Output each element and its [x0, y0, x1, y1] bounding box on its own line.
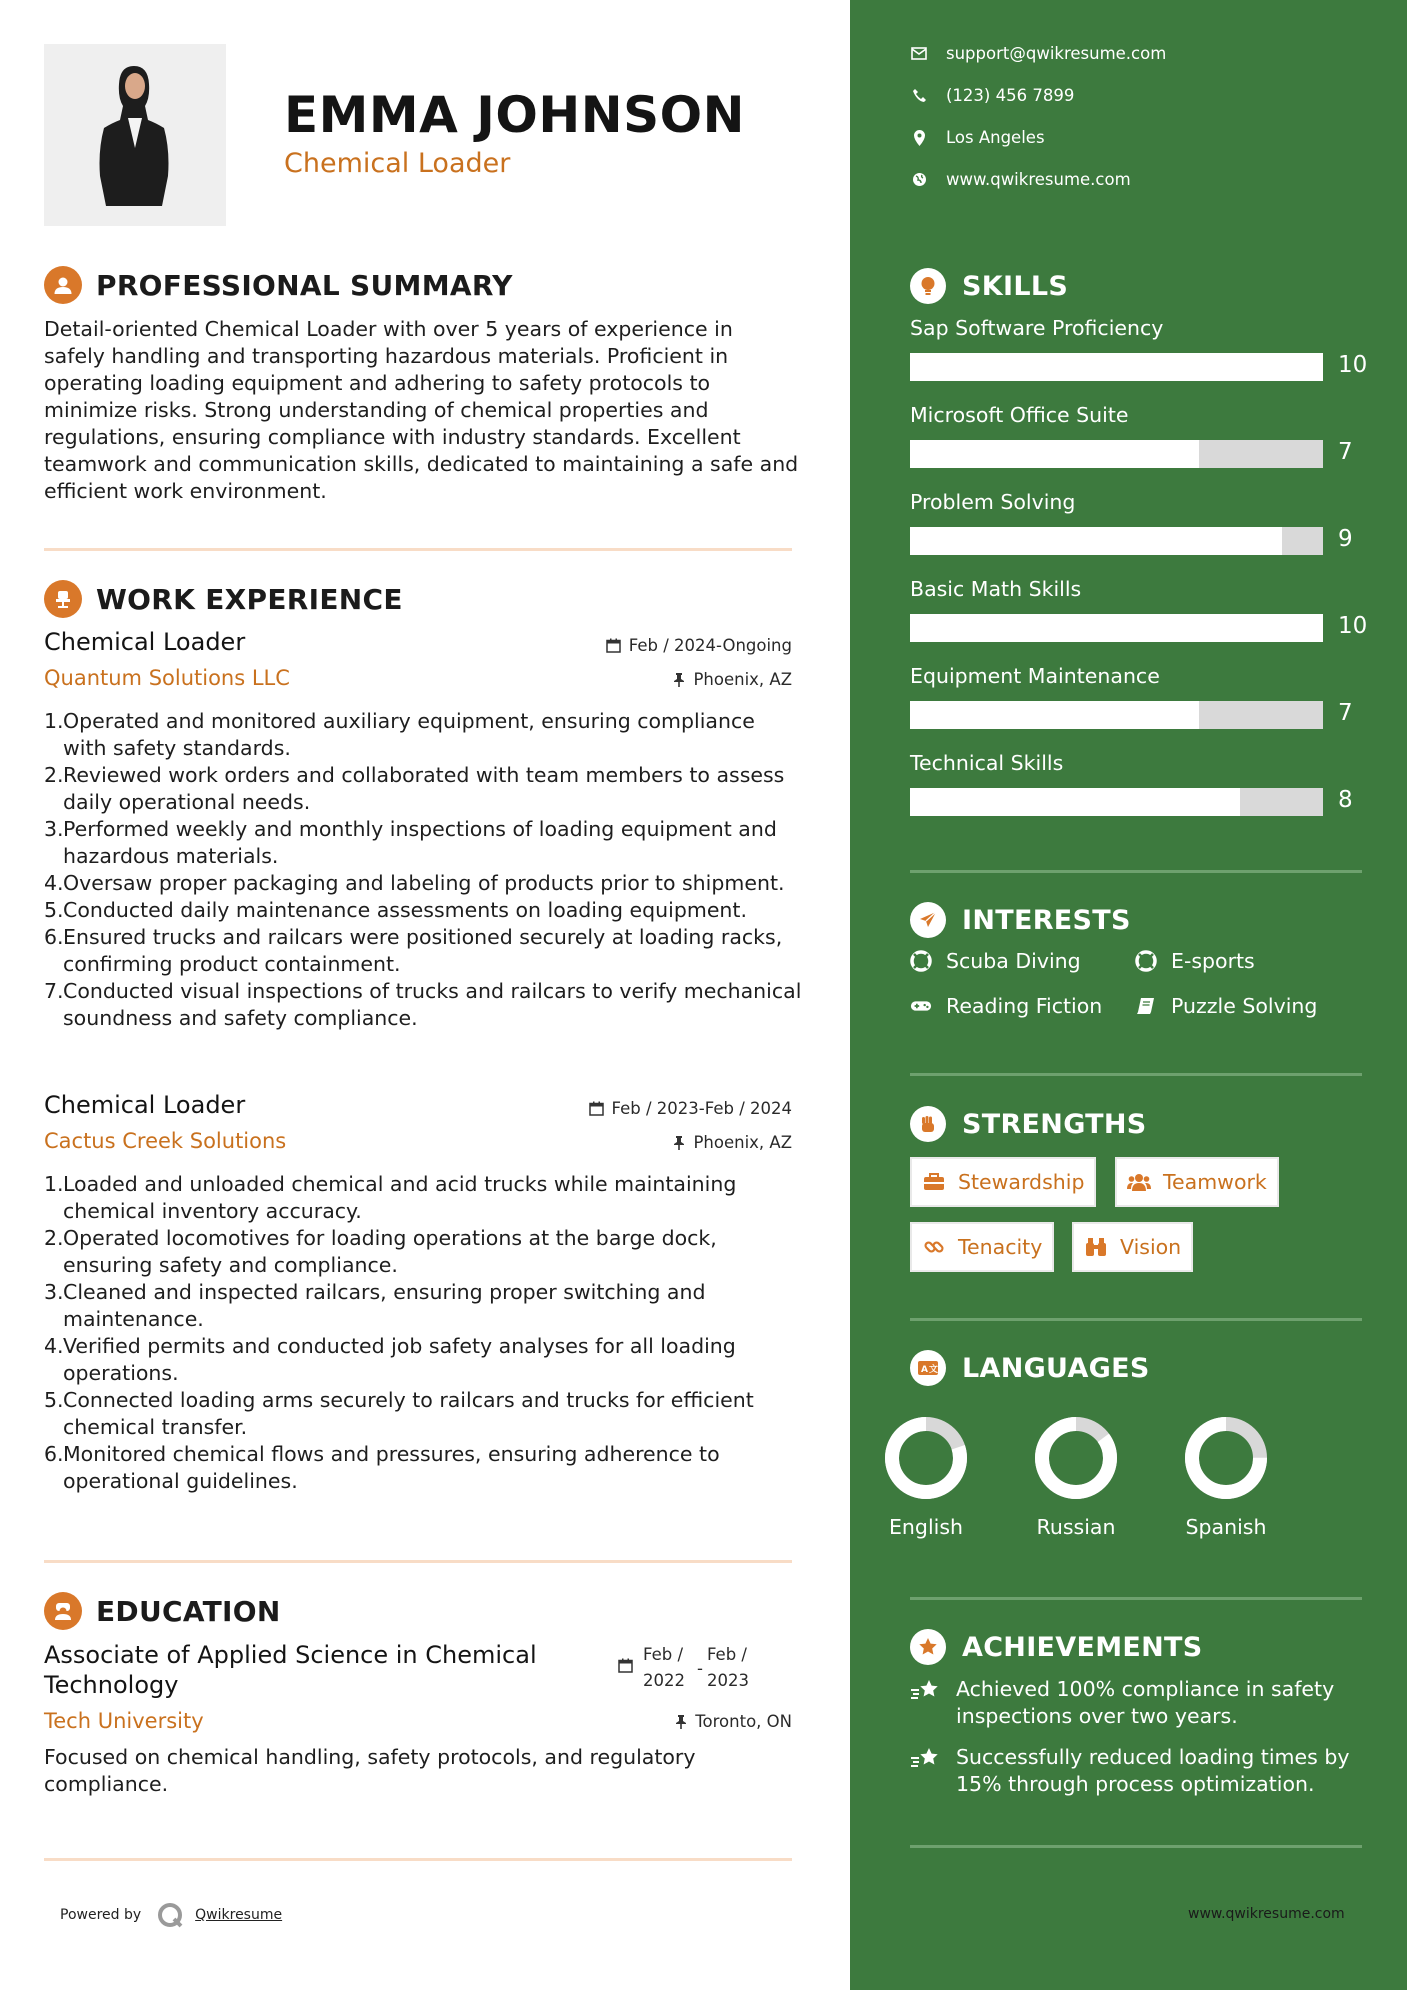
bullet-text: Performed weekly and monthly inspections of loading equipment and hazardous materials. [63, 817, 777, 868]
divider [910, 1845, 1362, 1848]
list-item: 6. Monitored chemical flows and pressures, ensuring adherence to operational guidelines. [44, 1441, 804, 1495]
graduate-icon [44, 1592, 82, 1630]
job-dates [589, 1099, 792, 1118]
contact-email[interactable] [910, 44, 1166, 63]
skill-bar-fill [910, 440, 1199, 468]
skill-bar [910, 440, 1323, 468]
list-item: 4. Oversaw proper packaging and labeling of products prior to shipment. [44, 871, 785, 895]
list-item: 4. Verified permits and conducted job safety analyses for all loading operations. [44, 1333, 804, 1387]
list-item: 3. Cleaned and inspected railcars, ensuring proper switching and maintenance. [44, 1279, 804, 1333]
strength-label: Teamwork [1163, 1170, 1267, 1194]
skill-bar [910, 353, 1323, 381]
skill-value: 9 [1338, 526, 1353, 552]
job-dates-text: Feb / 2024-Ongoing [628, 636, 792, 655]
skill-bar [910, 527, 1323, 555]
pin-icon [675, 1714, 687, 1729]
job-bullets [44, 708, 804, 1032]
language-item [1171, 1415, 1281, 1539]
languages-heading [910, 1350, 1150, 1386]
bullet-text: Conducted daily maintenance assessments on loading equipment. [63, 898, 747, 922]
bullet-text: Loaded and unloaded chemical and acid trucks while maintaining chemical inventory accuracy. [63, 1172, 737, 1223]
edu-start-month: Feb / [643, 1645, 684, 1664]
skill-value: 7 [1338, 439, 1353, 465]
contact-location-text: Los Angeles [946, 128, 1045, 147]
experience-title: WORK EXPERIENCE [96, 582, 403, 616]
edu-date-separator: - [697, 1659, 703, 1678]
language-item [1021, 1415, 1131, 1539]
list-item: 5. Conducted daily maintenance assessments on loading equipment. [44, 898, 747, 922]
skill-bar [910, 788, 1323, 816]
pin-icon [673, 672, 685, 687]
bullet-text: Operated and monitored auxiliary equipment, ensuring compliance with safety standards. [63, 709, 755, 760]
language-name: Russian [1036, 1515, 1116, 1539]
list-item: 2. Reviewed work orders and collaborated with team members to assess daily operational needs. [44, 762, 804, 816]
job-title: Chemical Loader [44, 628, 246, 656]
interest-label: Reading Fiction [946, 994, 1103, 1018]
strength-tag [910, 1157, 1096, 1207]
edu-end-year: 2023 [706, 1671, 749, 1690]
users-icon [1127, 1171, 1151, 1193]
strength-tag [1072, 1222, 1193, 1272]
skill-name: Technical Skills [910, 751, 1064, 775]
strength-label: Stewardship [958, 1170, 1085, 1194]
pin-icon [673, 1135, 685, 1150]
achievements-heading [910, 1629, 1203, 1665]
mail-icon [910, 45, 928, 63]
fist-icon [910, 1106, 946, 1142]
interest-item [1135, 994, 1317, 1018]
job-location [673, 1133, 792, 1152]
bullet-text: Verified permits and conducted job safety analyses for all loading operations. [63, 1334, 736, 1385]
contact-website-text: www.qwikresume.com [946, 170, 1131, 189]
education-location-text: Toronto, ON [695, 1712, 792, 1731]
divider [44, 548, 792, 551]
skill-bar-fill [910, 527, 1282, 555]
globe-icon [910, 171, 928, 189]
education-location [675, 1712, 792, 1731]
calendar-icon [606, 638, 621, 653]
star-badge-icon [910, 1629, 946, 1665]
svg-text:A: A [921, 1365, 928, 1375]
summary-title: PROFESSIONAL SUMMARY [96, 268, 513, 302]
job-location-text: Phoenix, AZ [693, 670, 792, 689]
strength-label: Vision [1120, 1235, 1182, 1259]
candidate-role: Chemical Loader [284, 148, 511, 179]
contact-phone[interactable] [910, 86, 1074, 105]
interest-item [1135, 949, 1255, 973]
briefcase-icon [922, 1171, 946, 1193]
list-item: 1. Operated and monitored auxiliary equipment, ensuring compliance with safety standards. [44, 708, 804, 762]
bullet-text: Oversaw proper packaging and labeling of products prior to shipment. [63, 871, 785, 895]
education-heading [44, 1592, 281, 1630]
language-item [871, 1415, 981, 1539]
school-name: Tech University [44, 1709, 204, 1733]
interest-label: Puzzle Solving [1171, 994, 1318, 1018]
skill-bar-fill [910, 353, 1323, 381]
language-donut [1033, 1415, 1119, 1501]
skill-value: 7 [1338, 700, 1353, 726]
divider [44, 1858, 792, 1861]
link-icon [922, 1236, 946, 1258]
company-name: Cactus Creek Solutions [44, 1129, 287, 1153]
strengths-heading [910, 1106, 1147, 1142]
interest-item [910, 994, 1102, 1018]
paper-plane-icon [910, 902, 946, 938]
calendar-icon [618, 1658, 633, 1673]
lifebuoy-icon [1135, 950, 1157, 972]
divider [910, 1073, 1362, 1076]
languages-title: LANGUAGES [962, 1352, 1150, 1384]
qwikresume-logo-icon [155, 1900, 185, 1930]
lifebuoy-icon [910, 950, 932, 972]
profile-photo [44, 44, 226, 226]
translate-icon [910, 1350, 946, 1386]
divider [910, 1597, 1362, 1600]
strength-label: Tenacity [958, 1235, 1043, 1259]
education-title: EDUCATION [96, 1594, 281, 1628]
skill-value: 10 [1338, 352, 1368, 378]
experience-heading [44, 580, 403, 618]
powered-by-label: Powered by [60, 1907, 142, 1923]
bullet-text: Ensured trucks and railcars were positioned securely at loading racks, confirming product containment. [63, 925, 783, 976]
interests-title: INTERESTS [962, 904, 1131, 936]
divider [44, 1560, 792, 1563]
education-text: Focused on chemical handling, safety protocols, and regulatory compliance. [44, 1745, 696, 1796]
contact-website[interactable] [910, 170, 1131, 189]
phone-icon [910, 87, 928, 105]
job-dates [606, 636, 792, 655]
achievement-item [910, 1676, 1380, 1730]
skill-bar [910, 701, 1323, 729]
gamepad-icon [910, 995, 932, 1017]
user-icon [44, 266, 82, 304]
skill-name: Equipment Maintenance [910, 664, 1160, 688]
job-dates-text: Feb / 2023-Feb / 2024 [611, 1099, 792, 1118]
skills-title: SKILLS [962, 270, 1069, 302]
summary-text: Detail-oriented Chemical Loader with over 5 years of experience in safely handling and transporting hazardous materials. Proficient in operating loading equipment and adhering to safety protocols to minimize risks. Strong understanding of chemical properties and regulations, ensuring compliance with industry standards. Excellent teamwork and communication skills, dedicated to maintaining a safe and efficient work environment. [44, 317, 799, 503]
language-donut [883, 1415, 969, 1501]
skills-heading [910, 268, 1068, 304]
footer-url[interactable]: www.qwikresume.com [1188, 1906, 1345, 1922]
job-location-text: Phoenix, AZ [693, 1133, 792, 1152]
contact-email-text: support@qwikresume.com [946, 44, 1167, 63]
bullet-text: Operated locomotives for loading operations at the barge dock, ensuring safety and compliance. [63, 1226, 717, 1277]
bullet-text: Cleaned and inspected railcars, ensuring proper switching and maintenance. [63, 1280, 706, 1331]
list-item: 6. Ensured trucks and railcars were positioned securely at loading racks, confirming product containment. [44, 924, 804, 978]
degree-title: Associate of Applied Science in Chemical Technology [44, 1641, 537, 1699]
contact-phone-text: (123) 456 7899 [946, 86, 1075, 105]
job-location [673, 670, 792, 689]
list-item: 2. Operated locomotives for loading operations at the barge dock, ensuring safety and compliance. [44, 1225, 804, 1279]
skill-bar-fill [910, 614, 1323, 642]
skill-value: 10 [1338, 613, 1368, 639]
language-name: Spanish [1185, 1515, 1267, 1539]
bullet-text: Monitored chemical flows and pressures, ensuring adherence to operational guidelines. [63, 1442, 720, 1493]
achievement-text: Successfully reduced loading times by 15% through process optimization. [956, 1745, 1350, 1796]
strengths-title: STRENGTHS [962, 1108, 1147, 1140]
skill-name: Microsoft Office Suite [910, 403, 1129, 427]
language-name: English [888, 1515, 964, 1539]
job-bullets [44, 1171, 804, 1495]
strength-tag [1115, 1157, 1279, 1207]
list-item: 3. Performed weekly and monthly inspections of loading equipment and hazardous materials. [44, 816, 804, 870]
skill-value: 8 [1338, 787, 1353, 813]
company-name: Quantum Solutions LLC [44, 666, 290, 690]
interest-label: E-sports [1171, 949, 1255, 973]
edu-end-month: Feb / [706, 1645, 747, 1664]
contact-location [910, 128, 1045, 147]
chair-icon [44, 580, 82, 618]
shooting-star-icon [910, 1676, 942, 1730]
job-title: Chemical Loader [44, 1091, 246, 1119]
bullet-text: Reviewed work orders and collaborated with team members to assess daily operational needs. [63, 763, 785, 814]
achievement-text: Achieved 100% compliance in safety inspections over two years. [956, 1677, 1335, 1728]
strength-tag [910, 1222, 1054, 1272]
qwikresume-link[interactable]: Qwikresume [195, 1907, 283, 1923]
divider [910, 1318, 1362, 1321]
skill-name: Problem Solving [910, 490, 1076, 514]
lightbulb-icon [910, 268, 946, 304]
svg-text:文: 文 [929, 1365, 939, 1375]
skill-bar-fill [910, 701, 1199, 729]
candidate-name: EMMA JOHNSON [284, 86, 745, 144]
interest-label: Scuba Diving [946, 949, 1081, 973]
edu-start-year: 2022 [643, 1671, 685, 1690]
list-item: 1. Loaded and unloaded chemical and acid trucks while maintaining chemical inventory accuracy. [44, 1171, 804, 1225]
skill-bar-fill [910, 788, 1240, 816]
summary-heading [44, 266, 513, 304]
divider [910, 870, 1362, 873]
education-dates [618, 1642, 749, 1694]
achievements-title: ACHIEVEMENTS [962, 1631, 1203, 1663]
bullet-text: Connected loading arms securely to railcars and trucks for efficient chemical transfer. [63, 1388, 754, 1439]
language-donut [1183, 1415, 1269, 1501]
interests-heading [910, 902, 1131, 938]
list-item: 7. Conducted visual inspections of trucks and railcars to verify mechanical soundness and safety compliance. [44, 978, 804, 1032]
interest-item [910, 949, 1081, 973]
skill-name: Sap Software Proficiency [910, 316, 1164, 340]
sidebar [850, 0, 1407, 1990]
skill-bar [910, 614, 1323, 642]
shooting-star-icon [910, 1744, 942, 1798]
achievement-item [910, 1744, 1380, 1798]
bullet-text: Conducted visual inspections of trucks and railcars to verify mechanical soundness and safety compliance. [63, 979, 802, 1030]
skill-name: Basic Math Skills [910, 577, 1082, 601]
list-item: 5. Connected loading arms securely to railcars and trucks for efficient chemical transfer. [44, 1387, 804, 1441]
powered-by [60, 1900, 282, 1930]
map-pin-icon [910, 129, 928, 147]
calendar-icon [589, 1101, 604, 1116]
binoculars-icon [1084, 1236, 1108, 1258]
book-icon [1135, 995, 1157, 1017]
